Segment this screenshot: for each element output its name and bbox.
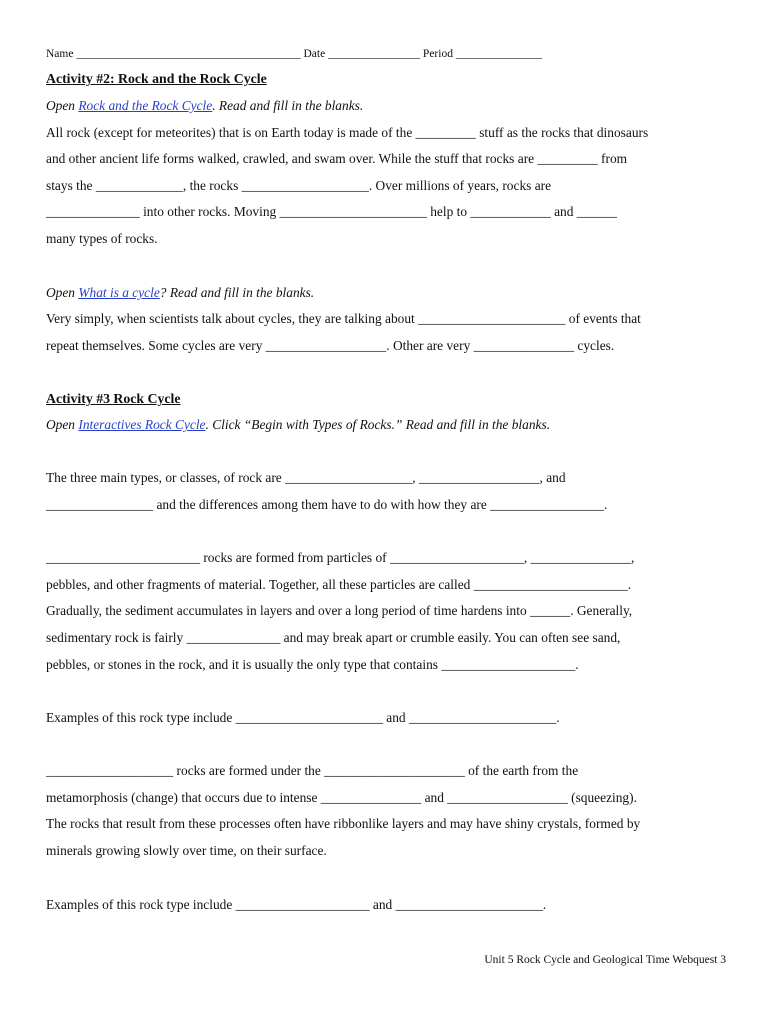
paragraph-line: repeat themselves. Some cycles are very __________________. Other are very _______________ cycles. [46, 338, 615, 353]
instruction-suffix: ? Read and fill in the blanks. [159, 285, 315, 300]
paragraph-line: many types of rocks. [46, 231, 158, 246]
activity-2-instruction-2 [46, 284, 736, 302]
paragraph-line: metamorphosis (change) that occurs due to intense _______________ and __________________ (squeezing). [46, 790, 637, 805]
page-footer: Unit 5 Rock Cycle and Geological Time Webquest 3 [484, 954, 726, 966]
paragraph-line: The rocks that result from these processes often have ribbonlike layers and may have shiny crystals, formed by [46, 816, 641, 831]
examples-line-1: Examples of this rock type include ______________________ and ______________________. [46, 710, 560, 725]
paragraph-line: ______________ into other rocks. Moving ______________________ help to ____________ and ______ [46, 204, 617, 219]
instruction-prefix: Open [46, 285, 79, 300]
paragraph-line: _______________________ rocks are formed from particles of ____________________, _______________, [46, 550, 635, 565]
what-is-a-cycle-link[interactable]: What is a cycle [78, 285, 160, 300]
paragraph-line: The three main types, or classes, of rock are ___________________, __________________, and [46, 470, 566, 485]
paragraph-line: pebbles, or stones in the rock, and it is usually the only type that contains ____________________. [46, 657, 579, 672]
name-date-period-line: Name _______________________________________ Date ________________ Period _______________ [46, 48, 543, 60]
examples-line-2: Examples of this rock type include ____________________ and ______________________. [46, 897, 547, 912]
paragraph-line: Gradually, the sediment accumulates in layers and over a long period of time hardens into ______. Generally, [46, 603, 633, 618]
paragraph-line: All rock (except for meteorites) that is on Earth today is made of the _________ stuff as the rocks that dinosaurs [46, 125, 649, 140]
instruction-prefix: Open [46, 417, 79, 432]
instruction-suffix: . Read and fill in the blanks. [212, 98, 364, 113]
paragraph-line: minerals growing slowly over time, on their surface. [46, 843, 327, 858]
paragraph-line: ________________ and the differences among them have to do with how they are _________________. [46, 497, 608, 512]
activity-3-instruction [46, 416, 736, 434]
paragraph-line: sedimentary rock is fairly ______________ and may break apart or crumble easily. You can often see sand, [46, 630, 621, 645]
paragraph-line: pebbles, and other fragments of material. Together, all these particles are called _______________________. [46, 577, 632, 592]
paragraph-line: Very simply, when scientists talk about cycles, they are talking about ______________________ of events that [46, 311, 641, 326]
interactives-rock-cycle-link[interactable]: Interactives Rock Cycle [78, 417, 206, 432]
paragraph-line: and other ancient life forms walked, crawled, and swam over. While the stuff that rocks are _________ from [46, 151, 628, 166]
activity-2-heading: Activity #2: Rock and the Rock Cycle [46, 71, 267, 86]
activity-3-heading: Activity #3 Rock Cycle [46, 391, 181, 406]
activity-2-instruction-1 [46, 97, 736, 115]
instruction-prefix: Open [46, 98, 79, 113]
paragraph-line: ___________________ rocks are formed under the _____________________ of the earth from the [46, 763, 579, 778]
rock-and-rock-cycle-link[interactable]: Rock and the Rock Cycle [78, 98, 213, 113]
instruction-suffix: . Click “Begin with Types of Rocks.” Read and fill in the blanks. [205, 417, 551, 432]
paragraph-line: stays the _____________, the rocks ___________________. Over millions of years, rocks are [46, 178, 552, 193]
